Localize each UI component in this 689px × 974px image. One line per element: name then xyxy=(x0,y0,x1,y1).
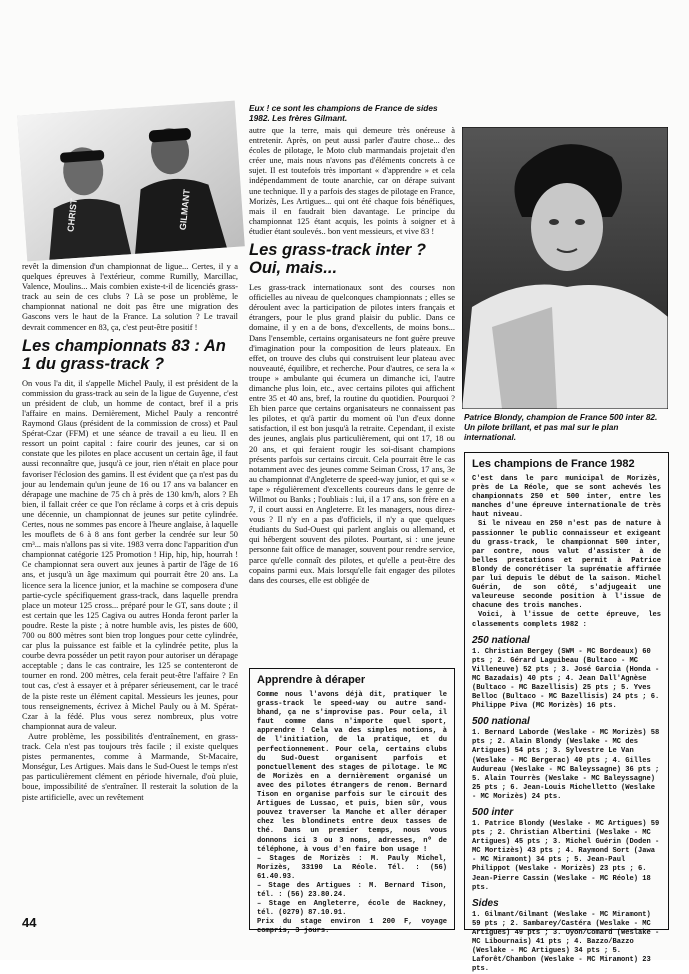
blondy-caption-wrap xyxy=(464,412,669,442)
column-1-paragraph-2: Autre problème, les possibilités d'entraînement, en grass-track. Cela n'est pas toujours très facile ; il existe quelques pistes permanentes, comme à Marmande, St-Macaire, Monségur, Les Artigues. Mais dans le Sud-Ouest le temps n'est pas particulièrement clément en période hivernale, d'où pluie, boue, impossibilité de s'entraîner. Il resterait la solution de la piste artificielle, avec un revêtement xyxy=(22,731,238,802)
section-results-sides: 1. Gilmant/Gilmant (Weslake - MC Miramont) 59 pts ; 2. Sambarey/Castéra (Weslake - MC Artigues) 49 pts ; 3. Oyon/Comard (Weslake - MC Libournais) 41 pts ; 4. Bazzo/Bazzo (Weslake - MC Artigues) 34 pts ; 5. Laforêt/Chambon (Weslake - MC Miramont) 23 pts. xyxy=(472,910,660,974)
box-deraper-item: – Stage en Angleterre, école de Hackney, tél. (0279) 87.10.91. xyxy=(257,900,447,918)
jacket-text-left: CHRIST xyxy=(65,197,79,233)
section-title-500-national: 500 national xyxy=(472,716,530,728)
heading-championnats-83: Les championnats 83 : An 1 du grass-track ? xyxy=(22,336,226,373)
box-champions-intro: Si le niveau en 250 n'est pas de nature à passionner le public connaisseur et exigeant du grass-track, le championnat 500 inter, par contre, nous valut d'assister à de belles prestations et permit à Patrice Blondy de concrétiser la suprématie affirmée par lui depuis le début de la saison. Michel Guérin, de son côté, s'adjugeait une valeureuse seconde position à l'issue de chacune des trois manches. xyxy=(472,520,661,611)
page-number: 44 xyxy=(22,915,37,930)
section-results-500-national: 1. Bernard Laborde (Weslake - MC Morizès) 58 pts ; 2. Alain Blondy (Weslake - MC des Artigues) 54 pts ; 3. Sylvestre Le Van (Weslake - MC Bergerac) 40 pts ; 4. Gilles Audureau (Weslake - MC Baleyssagne) 36 pts ; 5. Alain Tourrès (Weslake - MC Baleyssagne) 25 pts ; 6. Jean-Louis Michelletto (Weslake - MC Morizès) 24 pts. xyxy=(472,729,660,801)
section-results-500-inter: 1. Patrice Blondy (Weslake - MC Artigues) 59 pts ; 2. Christian Albertini (Weslake - MC Artigues) 45 pts ; 3. Michel Guérin (Doden - MC Mortizès) 43 pts ; 4. Raymond Sort (Jawa - MC Miramont) 34 pts ; 5. Jean-Paul Philippot (Weslake - Morizès) 23 pts ; 6. Jean-Pierre Cassin (Weslake - MC Réole) 18 pts. xyxy=(472,820,660,892)
column-1-paragraph-1: On vous l'a dit, il s'appelle Michel Pauly, il est président de la commission du grass-track au sein de la ligue de Guyenne, c'est un président de club, un homme de contact, bref il a pris l'affaire en mains. Dernièrement, Michel Pauly a rencontré Raymond Glaus (président de la commission de cross) et Paul Spérat-Czar (FFM) et une séance de travail a eu lieu. Il en ressort un point capital : faire courir des jeunes, car si on constate que les pilotes en place accusent un certain âge, il faut aussi reconnaître que, jusqu'à ce jour, rien n'était en place pour favoriser l'éclosion des gamins. Il est évident que ça n'est pas du jour au lendemain qu'un jeune de 16 ou 17 ans va balancer en dérapage une machine de 75 ch à près de 130 km/h, alors ? Eh bien, il fallait créer ce que l'on réclame à corps et à cris depuis une décennie, un championnat de jeunes sur petite cylindrée. Certes, nous ne sommes pas encore à l'heure anglaise, à laquelle les mouflets de 6 à 8 ans font gerber la cendrée sur leur 50 cm³... mais n'allons pas si vite. 1983 verra donc l'apparition d'un championnat catégorie 125 Promotion ! Hip, hip, hip, hourrah ! Ce championnat sera ouvert aux jeunes à partir de l'âge de 16 ans, et jusqu'à un âge maximum qui pourrait être 20 ans. La licence sera la licence junior, et la machine se composera d'une partie-cycle spécifiquement grass-track, dans laquelle prendra place un moteur 125 cross... préparé pour le GT, sans doute ; il est certain que les 125 Cagiva ou autres Honda feront parler la poudre. Reste la piste ; à notre humble avis, les pistes de 600, 700 ou 800 mètres sont bien trop longues pour cette cylindrée, car plus la puissance est faible et la cylindrée petite, plus la courbe devra posséder un petit rayon pour autoriser un dérapage acceptable ; dans le cas contraire, les 125 se contenteront de tourner en rond. 200 mètres, cela ferait peut-être l'affaire ? En tout cas, c'est à essayer et à préparer sérieusement, car le tracé de la piste reste un élément capital. Messieurs les jeunes, pour tous renseignements, écrivez à Michel Pauly ou à M. Spérat-Czar à la fédé. Plus vous serez nombreux, plus votre championnat aura de valeur. xyxy=(22,378,238,731)
box-champions-title: Les champions de France 1982 xyxy=(472,458,635,470)
section-title-500-inter: 500 inter xyxy=(472,807,514,818)
column-2 xyxy=(249,103,455,586)
box-deraper-title: Apprendre à déraper xyxy=(257,674,366,686)
jacket-text-right: GILMANT xyxy=(177,188,192,231)
box-champions-intro: Voici, à l'issue de cette épreuve, les classements complets 1982 : xyxy=(472,611,661,629)
caption-gilmant: Eux ! ce sont les champions de France de sides 1982. Les frères Gilmant. xyxy=(249,103,438,123)
column-2-body-text: Les grass-track internationaux sont des courses non officielles au niveau de quelconques championnats ; elles se déroulent avec la participation de pilotes inters français et étrangers, pour le plus grand plaisir du public. Dans ce domaine, il y en a de bons, d'excellents, de moins bons... Dans l'ensemble, certains organisateurs ne font guère preuve d'imagination pour la composition de leurs plateaux. En effet, on trouve des clubs qui construisent leur plateau avec nouveauté, équilibre, et recherche. Pour d'autres, ce sera la « troupe » ambulante qui écumera un dimanche ici, l'autre dimanche plus loin, etc., avec certains pilotes qui affichent entre 35 et 40 ans, bref, la routine du quotidien. Pourquoi ? Eh bien parce que certains organisateurs ne connaissent pas les pilotes, et qu'à partir du moment où l'un d'eux donne satisfaction, il est bon jusqu'à la retraite. Cependant, il existe des jeunes, anglais plus particulièrement, qui ont 17, 18 ou 20 ans, et qui feraient rougir les soi-disant champions présents parfois sur certains circuit. Cela pourrait être le cas notamment avec des jeunes comme Seiman Cross, 17 ans, 3e au championnat d'Angleterre de speed-way junior, et qui se « tape » régulièrement d'excellents coureurs dans le genre de Willmot ou Banks ; l'oubliais : lui, il a 17 ans, son frère en a 7, il court aussi en Angleterre. Et les managers, nous direz-vous ? Il n'y en a pas d'officiels, il n'y a que quelques étudiants du Sud-Ouest qui parlent anglais ou allemand, et qui hébergent souvent des pilotes. Pourtant, si : une jeune personne fait office de manager, souvent pour rendre service, parce qu'elle connaît des pilotes, et qu'elle a peut-être des copains parmi eux. Mais lorsqu'elle fait engager des pilotes dans des courses, elle est obligée de xyxy=(249,283,455,585)
patrice-blondy-photo xyxy=(462,127,668,409)
blondy-photo-drawing xyxy=(462,127,668,409)
gilmant-photo-drawing xyxy=(17,101,245,262)
box-deraper-item: – Stage des Artigues : M. Bernard Tison, tél. : (56) 23.80.24. xyxy=(257,881,447,900)
champions-1982-box xyxy=(464,452,669,974)
box-deraper-text: Comme nous l'avons déjà dit, pratiquer le grass-track le speed-way ou autre sand-bhand, ça ne s'improvise pas. Pour cela, il faut comme dans n'importe quel sport, apprendre ! Cela va des simples notions, à de l'initiation, de la pratique, et du perfectionnement. Pour cela, certains clubs du Sud-Ouest organisent parfois et ponctuellement des stages de pilotage. le MC de Morizès en a dernièrement organisé un avec des pilotes étrangers de renom. Bernard Tison en organise parfois sur le circuit des Artigues de Lussac, et puis, bien sûr, vous pouvez traverser la Manche et aller déraper chez les blondinets entre deux tasses de thé. Dans un premier temps, nous vous donnons ici 3 ou 3 noms, adresses, nº de téléphone, à vous d'en faire bon usage ! xyxy=(257,691,447,854)
gilmant-brothers-photo xyxy=(17,101,245,262)
heading-grass-track-inter: Les grass-track inter ? Oui, mais... xyxy=(249,241,426,278)
caption-blondy: Patrice Blondy, champion de France 500 inter 82. Un pilote brillant, et pas mal sur le plan international. xyxy=(464,412,658,442)
section-results-250-national: 1. Christian Bergey (SWM - MC Bordeaux) 60 pts ; 2. Gérard Laguibeau (Bultaco - MC Villeneuve) 52 pts ; 3. José Garcia (Honda - MC Bazadais) 40 pts ; 4. Jean Dall'Agnèse (Bultaco - MC Bazellisis) 25 pts ; 5. Yves Belloc (Bultaco - MC Bazellisis) 24 pts ; 6. Philippe Piva (MC Morizès) 16 pts. xyxy=(472,647,660,711)
section-title-sides: Sides xyxy=(472,897,499,909)
apprendre-a-deraper-box xyxy=(249,668,455,936)
box-deraper-item: Prix du stage environ 1 200 F, voyage compris, 3 jours. xyxy=(257,918,447,936)
section-title-250-national: 250 national xyxy=(472,634,530,646)
column-1 xyxy=(22,262,238,803)
column-1-intro: revêt la dimension d'un championnat de ligue... Certes, il y a quelques épreuves à l'extérieur, comme Rumilly, Marcillac, Valence, Moulins... Mais combien existe-t-il de licenciés grass-track au sein de ces clubs ? Là se pose un problème, le championnat national ne doit pas être une migration des Gascons vers le haut de la France. La solution ? Le travail devrait commencer en 83, ça, c'est peut-être positif ! xyxy=(22,262,238,332)
box-deraper-item: – Stages de Morizès : M. Pauly Michel, Morizès, 33190 La Réole. Tél. : (56) 61.40.93. xyxy=(257,854,447,881)
column-2-top-text: autre que la terre, mais qui demeure très onéreuse à entretenir. Après, on peut aussi parler d'autre chose... des écoles de pilotage, le Moto club marmandais projetait d'en créer une, mais nous n'avons pas d'éléments concrets à ce sujet. Il est toutefois très important « d'apprendre » et cela indépendamment de toute anarchie, car on dérape suivant une technique. Il y a parfois des stages de pilotage en France, Morizès, Les Artigues... qui ont été chaque fois bénéfiques, mais il en faudrait bien davantage. Le principe du championnat 125 étant acquis, les points à soigner et à étudier étant soulevés.. bon vent messieurs, et vive 83 ! xyxy=(249,126,455,236)
box-champions-intro: C'est dans le parc municipal de Morizès, près de La Réole, que se sont achevés les championnats 250 et 500 inter, entre les manches d'une épreuve internationale de très haut niveau. xyxy=(472,475,661,520)
